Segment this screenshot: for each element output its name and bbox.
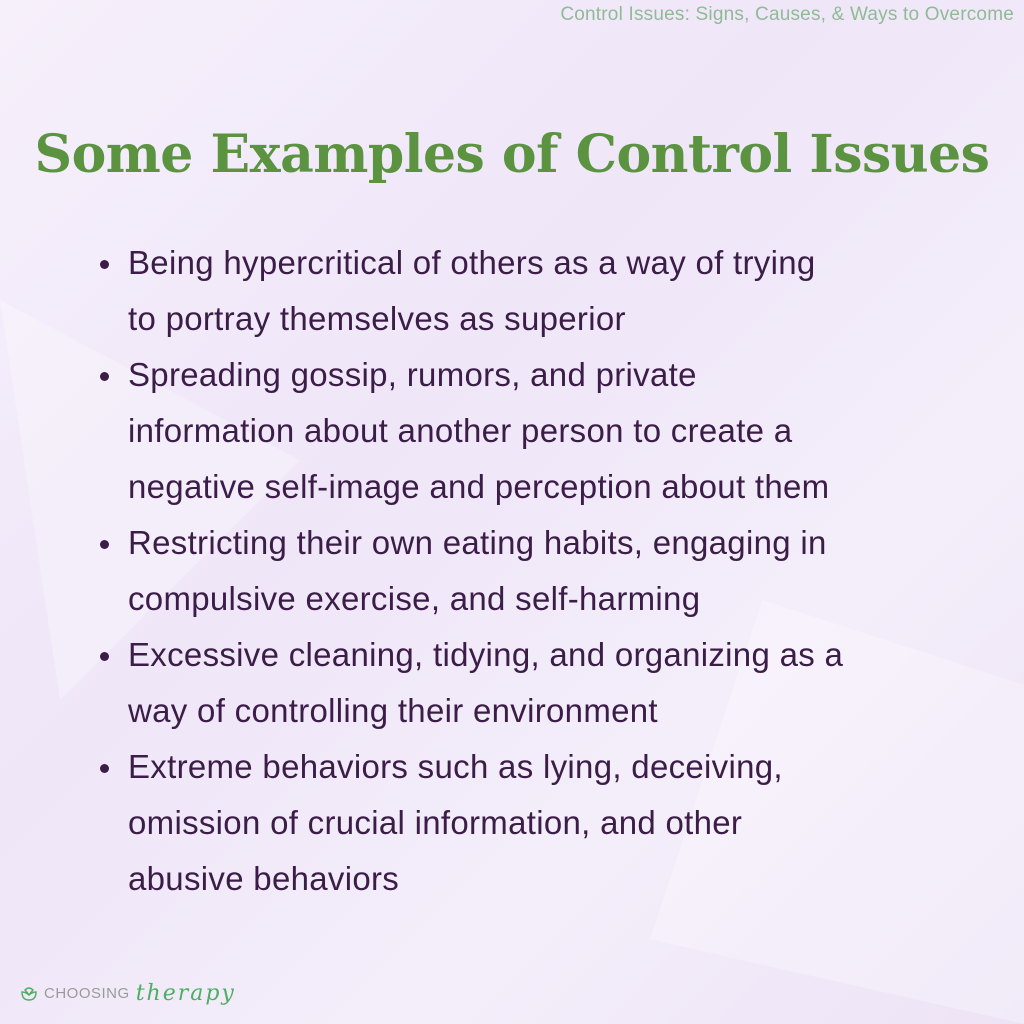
bullet-icon: [100, 372, 109, 381]
list-item: [100, 627, 843, 739]
bullet-icon: [100, 540, 109, 549]
item-text: Being hypercritical of others as a way of trying: [128, 244, 816, 281]
item-text: Restricting their own eating habits, engaging in: [128, 524, 827, 561]
item-text: Spreading gossip, rumors, and private: [128, 356, 697, 393]
logo-script: therapy: [135, 981, 236, 1006]
bullet-icon: [100, 260, 109, 269]
bullet-icon: [100, 764, 109, 773]
lotus-icon: [20, 986, 38, 1002]
logo-word: CHOOSING: [44, 985, 130, 1002]
item-text: abusive behaviors: [128, 860, 400, 897]
item-text: compulsive exercise, and self-harming: [128, 580, 701, 617]
item-text: omission of crucial information, and other: [128, 804, 743, 841]
examples-list: [100, 235, 843, 907]
page-title: Some Examples of Control Issues: [34, 124, 990, 185]
list-item: [100, 347, 843, 515]
item-text: Extreme behaviors such as lying, deceiving,: [128, 748, 783, 785]
item-text: Excessive cleaning, tidying, and organizing as a: [128, 636, 844, 673]
item-text: way of controlling their environment: [128, 692, 658, 729]
bullet-icon: [100, 652, 109, 661]
list-item: [100, 515, 843, 627]
choosing-therapy-logo: [20, 981, 236, 1006]
item-text: negative self-image and perception about them: [128, 468, 830, 505]
list-item: [100, 739, 843, 907]
item-text: information about another person to create a: [128, 412, 793, 449]
item-text: to portray themselves as superior: [128, 300, 626, 337]
article-caption: Control Issues: Signs, Causes, & Ways to Overcome: [560, 4, 1014, 25]
list-item: [100, 235, 843, 347]
